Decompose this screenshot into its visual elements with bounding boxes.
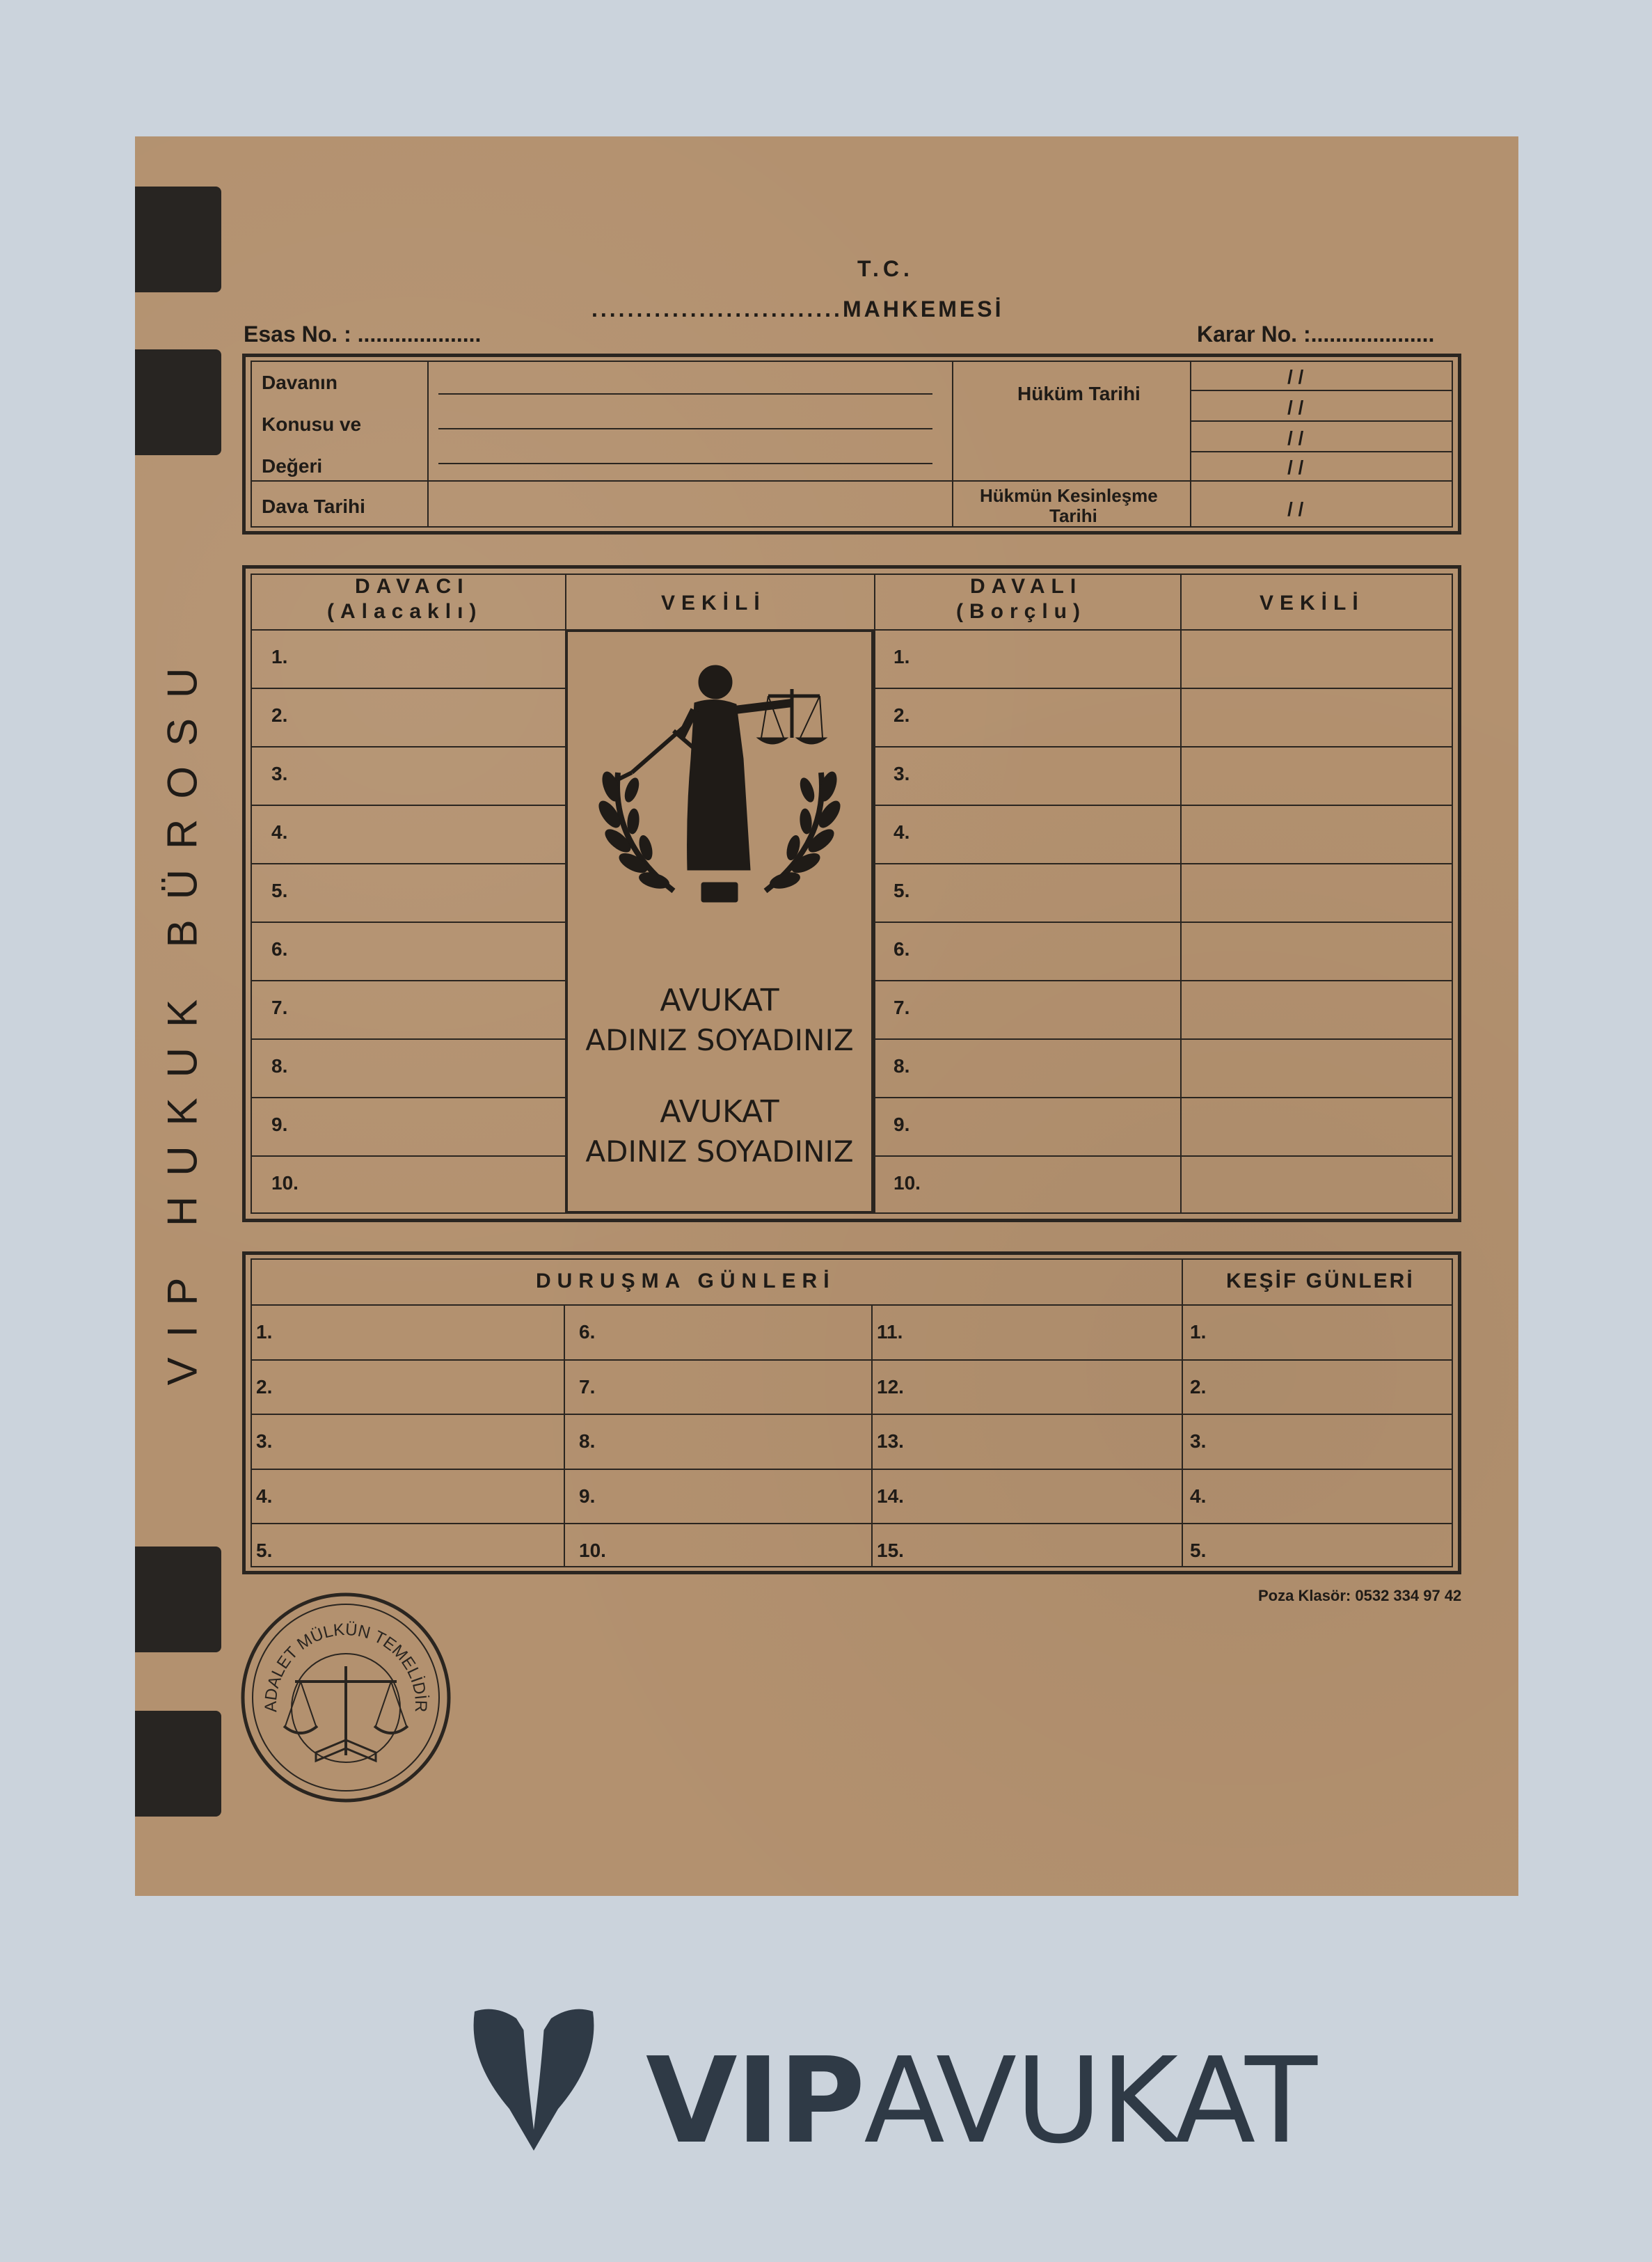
- divider: [427, 361, 429, 528]
- durusma-number: 10.: [579, 1540, 606, 1561]
- label-tarihi: Tarihi: [1049, 505, 1097, 526]
- davali-row-number: 8.: [893, 1055, 910, 1077]
- binder-tab: [135, 1547, 221, 1652]
- lawyer-name-2: ADINIZ SOYADINIZ: [585, 1134, 854, 1169]
- davali-row-number: 7.: [893, 997, 910, 1018]
- durusma-number: 1.: [256, 1321, 273, 1343]
- header-borclu: (Borçlu): [956, 600, 1086, 623]
- header-alacakli: (Alacaklı): [327, 600, 483, 623]
- divider: [1190, 390, 1453, 391]
- row-line: [251, 1469, 1453, 1470]
- header-vekili: VEKİLİ: [661, 592, 766, 615]
- davaci-row-number: 8.: [271, 1055, 288, 1077]
- row-line: [874, 1155, 1453, 1157]
- row-line: [251, 805, 565, 806]
- durusma-number: 8.: [579, 1430, 596, 1452]
- durusma-number: 15.: [877, 1540, 904, 1561]
- kesif-number: 3.: [1190, 1430, 1207, 1452]
- divider: [251, 480, 1190, 482]
- row-line: [874, 688, 1453, 689]
- binder-tab: [135, 187, 221, 292]
- davaci-row-number: 10.: [271, 1172, 299, 1194]
- spine-label: [154, 571, 210, 1462]
- row-line: [874, 1038, 1453, 1040]
- davali-row-number: 3.: [893, 763, 910, 784]
- durusma-number: 13.: [877, 1430, 904, 1452]
- header-davaci: DAVACI: [355, 575, 470, 598]
- header-davali: DAVALI: [970, 575, 1083, 598]
- header-kesif: KEŞİF GÜNLERİ: [1226, 1270, 1415, 1292]
- row-line: [251, 980, 565, 981]
- row-line: [251, 1414, 1453, 1415]
- davali-row-number: 9.: [893, 1114, 910, 1135]
- durusma-number: 6.: [579, 1321, 596, 1343]
- davaci-row-number: 4.: [271, 821, 288, 843]
- durusma-number: 11.: [877, 1321, 903, 1343]
- lawyer-title-2: AVUKAT: [660, 1094, 779, 1130]
- divider: [564, 1304, 565, 1567]
- court-name: ............................MAHKEMESİ: [591, 296, 1004, 322]
- row-line: [251, 863, 565, 864]
- date-slashes: / /: [1287, 366, 1304, 388]
- vip-avukat-logo-icon: [468, 2004, 600, 2153]
- label-dava-tarihi: Dava Tarihi: [262, 496, 365, 517]
- durusma-number: 14.: [877, 1485, 904, 1507]
- fill-line: [438, 428, 932, 429]
- davaci-row-number: 7.: [271, 997, 288, 1018]
- durusma-number: 7.: [579, 1376, 596, 1398]
- seal-scales-icon: [239, 1591, 452, 1804]
- header-durusma: DURUŞMA GÜNLERİ: [536, 1270, 836, 1292]
- label-hukum-tarihi: Hüküm Tarihi: [1017, 383, 1141, 404]
- row-line: [874, 980, 1453, 981]
- row-line: [251, 1097, 565, 1098]
- date-slashes: / /: [1287, 397, 1304, 418]
- davaci-row-number: 9.: [271, 1114, 288, 1135]
- tc-heading: T.C.: [857, 256, 914, 281]
- durusma-number: 4.: [256, 1485, 273, 1507]
- davaci-row-number: 5.: [271, 880, 288, 901]
- row-line: [874, 746, 1453, 748]
- row-line: [251, 1523, 1453, 1524]
- row-line: [251, 746, 565, 748]
- date-slashes: / /: [1287, 457, 1304, 478]
- row-line: [251, 1155, 565, 1157]
- davali-row-number: 2.: [893, 704, 910, 726]
- lawyer-title-1: AVUKAT: [660, 983, 779, 1018]
- row-line: [251, 1038, 565, 1040]
- divider: [1190, 361, 1191, 528]
- spine-text: VIP HUKUK BÜROSU: [159, 647, 206, 1385]
- davali-row-number: 6.: [893, 938, 910, 960]
- davali-row-number: 1.: [893, 646, 910, 667]
- kesif-number: 5.: [1190, 1540, 1207, 1561]
- davaci-row-number: 6.: [271, 938, 288, 960]
- row-line: [251, 922, 565, 923]
- divider: [1190, 480, 1453, 482]
- davali-row-number: 10.: [893, 1172, 921, 1194]
- divider: [1180, 574, 1182, 1214]
- date-slashes: / /: [1287, 427, 1304, 449]
- davali-row-number: 4.: [893, 821, 910, 843]
- divider: [874, 574, 875, 1214]
- divider: [952, 361, 953, 528]
- row-line: [874, 1097, 1453, 1098]
- header-vekili-2: VEKİLİ: [1260, 592, 1365, 615]
- binder-tab: [135, 349, 221, 455]
- date-slashes: / /: [1287, 498, 1304, 520]
- divider: [1190, 420, 1453, 422]
- brand-light: AVUKAT: [864, 2032, 1316, 2170]
- case-info-inner: [251, 361, 1453, 528]
- durusma-number: 12.: [877, 1376, 904, 1398]
- esas-no: Esas No. : ....................: [244, 322, 482, 347]
- durusma-number: 2.: [256, 1376, 273, 1398]
- binder-tab: [135, 1711, 221, 1817]
- lawyer-name-1: ADINIZ SOYADINIZ: [585, 1023, 854, 1057]
- davaci-row-number: 1.: [271, 646, 288, 667]
- divider: [1190, 451, 1453, 452]
- brand-bold: VIP: [646, 2032, 864, 2170]
- label-degeri: Değeri: [262, 455, 323, 477]
- row-line: [874, 805, 1453, 806]
- kesif-number: 4.: [1190, 1485, 1207, 1507]
- durusma-number: 3.: [256, 1430, 273, 1452]
- label-davanin: Davanın: [262, 372, 337, 393]
- durusma-number: 5.: [256, 1540, 273, 1561]
- davaci-row-number: 3.: [271, 763, 288, 784]
- label-hukmun-kesinlesme: Hükmün Kesinleşme: [980, 485, 1158, 506]
- seal-text: ADALET MÜLKÜN TEMELİDİR: [261, 1620, 431, 1713]
- fill-line: [438, 393, 932, 395]
- fill-line: [438, 463, 932, 464]
- kesif-number: 1.: [1190, 1321, 1207, 1343]
- row-line: [251, 688, 565, 689]
- row-line: [251, 1304, 1453, 1306]
- printer-contact: Poza Klasör: 0532 334 97 42: [1258, 1587, 1462, 1604]
- davaci-row-number: 2.: [271, 704, 288, 726]
- label-konusu-ve: Konusu ve: [262, 413, 362, 435]
- durusma-number: 9.: [579, 1485, 596, 1507]
- row-line: [874, 922, 1453, 923]
- brand-wordmark: [646, 2032, 1316, 2170]
- lady-justice-icon: [590, 661, 849, 940]
- row-line: [251, 1359, 1453, 1361]
- row-line: [874, 863, 1453, 864]
- karar-no: Karar No. :....................: [1197, 322, 1435, 347]
- davali-row-number: 5.: [893, 880, 910, 901]
- divider: [871, 1304, 873, 1567]
- kesif-number: 2.: [1190, 1376, 1207, 1398]
